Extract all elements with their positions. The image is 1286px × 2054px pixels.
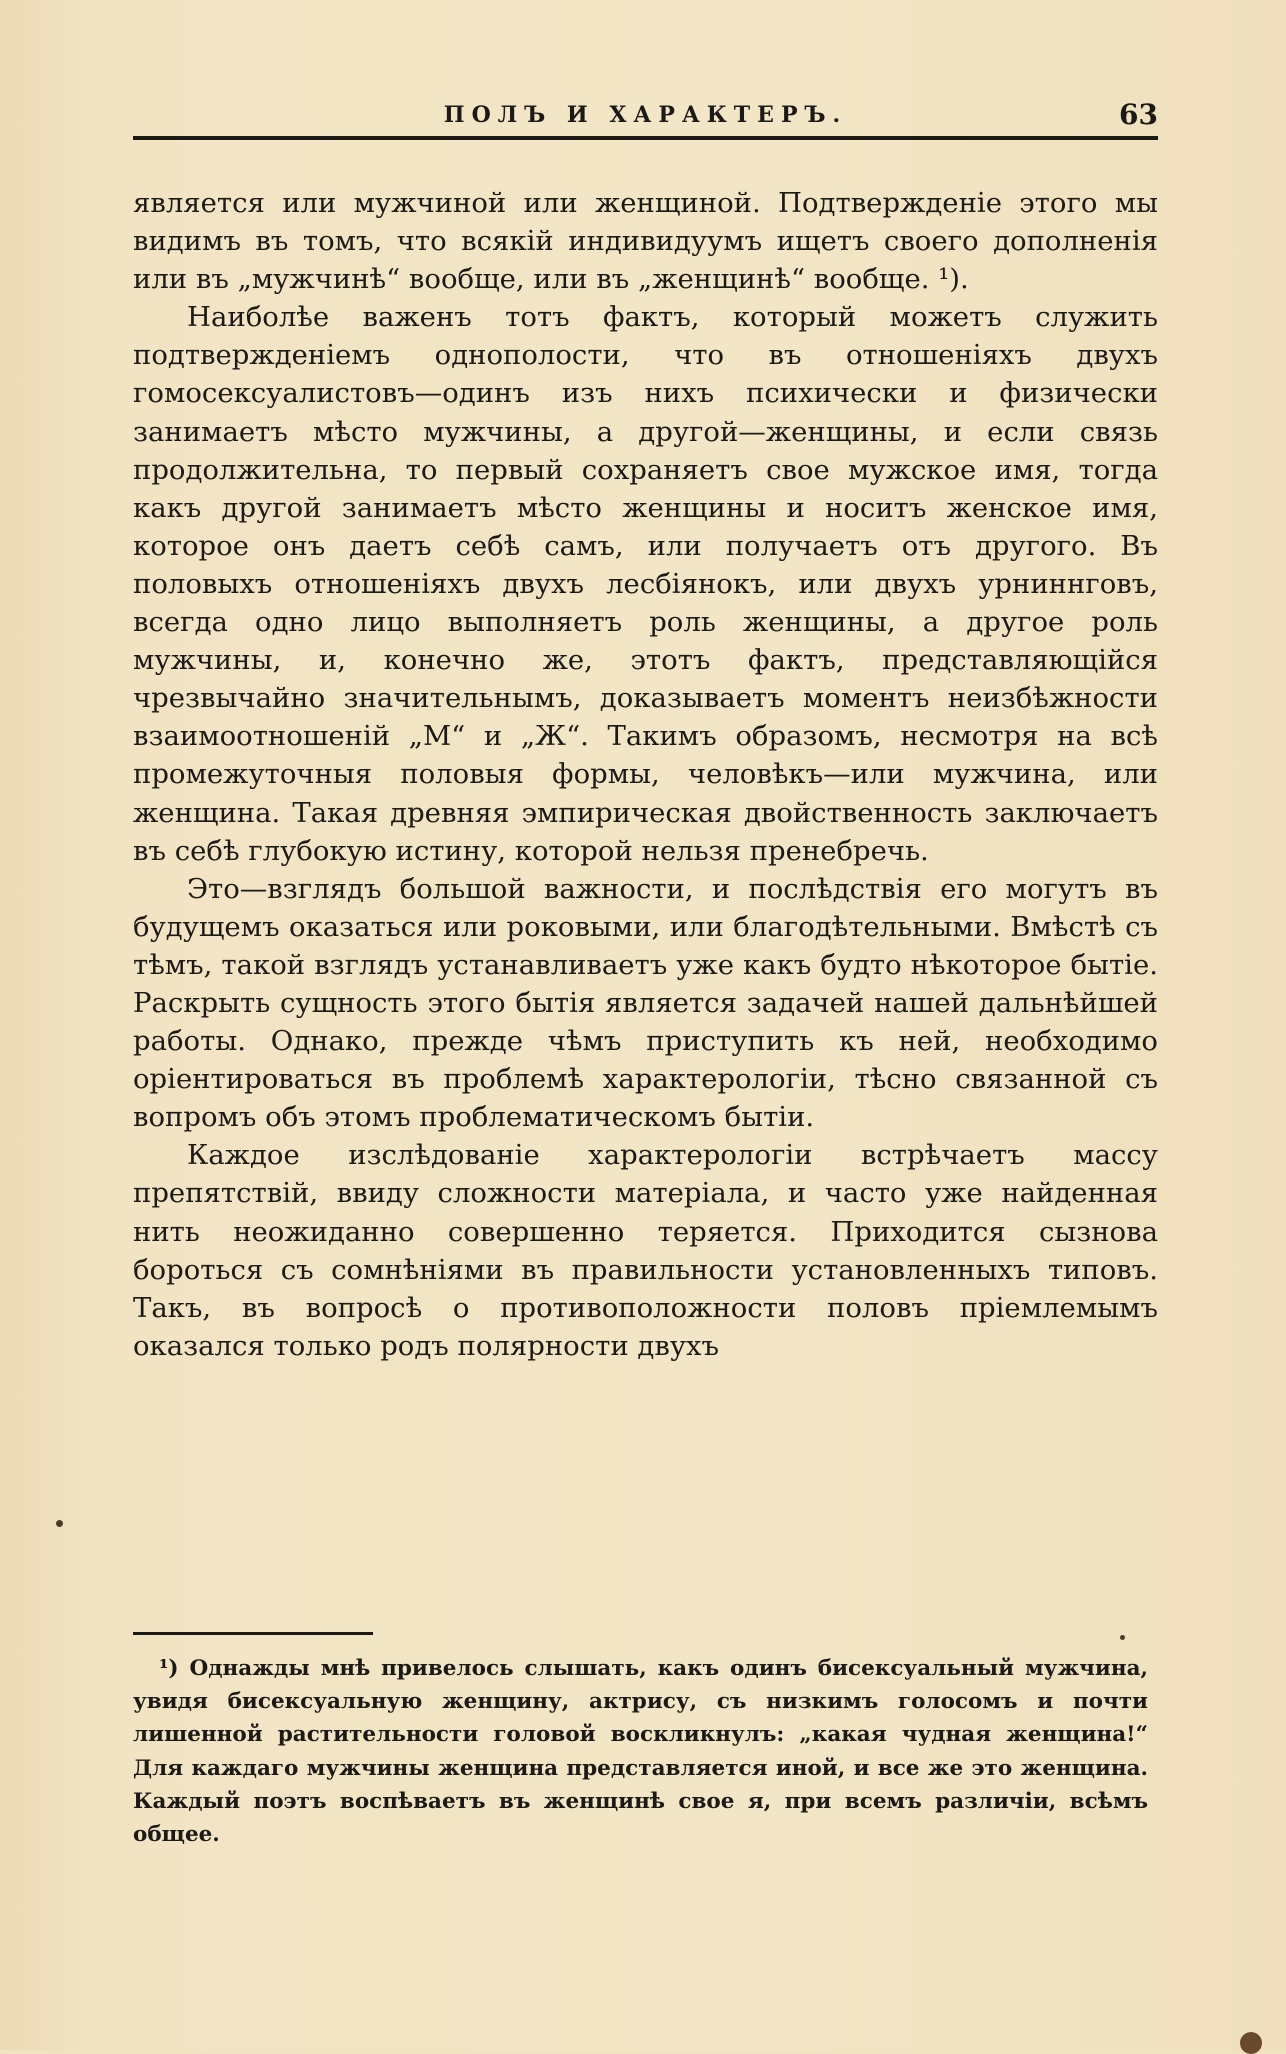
page-header [133, 96, 1158, 140]
footnote [133, 1652, 1148, 1851]
footnote-text: ¹) Однажды мнѣ привелось слышать, какъ одинъ бисексуальный мужчина, увидя бисексуальную женщину, актрису, съ низкимъ голосомъ и почти лишенной растительности головой воскликнулъ: „какая чудная женщина!“ Для каждаго мужчины женщина представляется иной, и все же это женщина. Каждый поэтъ воспѣваетъ въ женщинѣ свое я, при всемъ различіи, всѣмъ общее. [133, 1656, 1148, 1848]
header-rule [133, 136, 1158, 140]
paragraph-2: Наиболѣе важенъ тотъ фактъ, который можетъ служить подтвержденіемъ однополости, что въ отношеніяхъ двухъ гомосексуалистовъ—одинъ изъ нихъ психически и физически занимаетъ мѣсто мужчины, а другой—женщины, и если связь продолжительна, то первый сохраняетъ свое мужское имя, тогда какъ другой занимаетъ мѣсто женщины и носитъ женское имя, которое онъ даетъ себѣ самъ, или получаетъ отъ другого. Въ половыхъ отношеніяхъ двухъ лесбіянокъ, или двухъ урниннговъ, всегда одно лицо выполняетъ роль женщины, а другое роль мужчины, и, конечно же, этотъ фактъ, представляющійся чрезвычайно значительнымъ, доказываетъ моментъ неизбѣжности взаимоотношеній „М“ и „Ж“. Такимъ образомъ, несмотря на всѣ промежуточныя половыя формы, человѣкъ—или мужчина, или женщина. Такая древняя эмпирическая двойственность заключаетъ въ себѣ глубокую истину, которой нельзя пренебречь. [133, 301, 1158, 867]
running-head: ПОЛЪ И ХАРАКТЕРЪ. [443, 102, 848, 128]
ink-speck [1120, 1635, 1125, 1640]
paragraph-4: Каждое изслѣдованіе характерологіи встрѣчаетъ массу препятствій, ввиду сложности матеріала, и часто уже найденная нить неожиданно совершенно теряется. Приходится сызнова бороться съ сомнѣніями въ правильности установленныхъ типовъ. Такъ, въ вопросѣ о противоположности половъ пріемлемымъ оказался только родъ полярности двухъ [133, 1139, 1158, 1362]
ink-speck [56, 1520, 63, 1527]
page-number: 63 [1119, 98, 1158, 131]
footnote-rule [133, 1632, 373, 1635]
body-text [133, 184, 1158, 1365]
paragraph-3: Это—взглядъ большой важности, и послѣдствія его могутъ въ будущемъ оказаться или роковыми, или благодѣтельными. Вмѣстѣ съ тѣмъ, такой взглядъ устанавливаетъ уже какъ будто нѣкоторое бытіе. Раскрыть сущность этого бытія является задачей нашей дальнѣйшей работы. Однако, прежде чѣмъ приступить къ ней, необходимо оріентироваться въ проблемѣ характерологіи, тѣсно связанной съ вопромъ объ этомъ проблематическомъ бытіи. [133, 872, 1158, 1134]
ink-speck [1240, 2032, 1262, 2054]
paragraph-1: является или мужчиной или женщиной. Подтвержденіе этого мы видимъ въ томъ, что всякій индивидуумъ ищетъ своего дополненія или въ „мужчинѣ“ вообще, или въ „женщинѣ“ вообще. ¹). [133, 187, 1158, 296]
